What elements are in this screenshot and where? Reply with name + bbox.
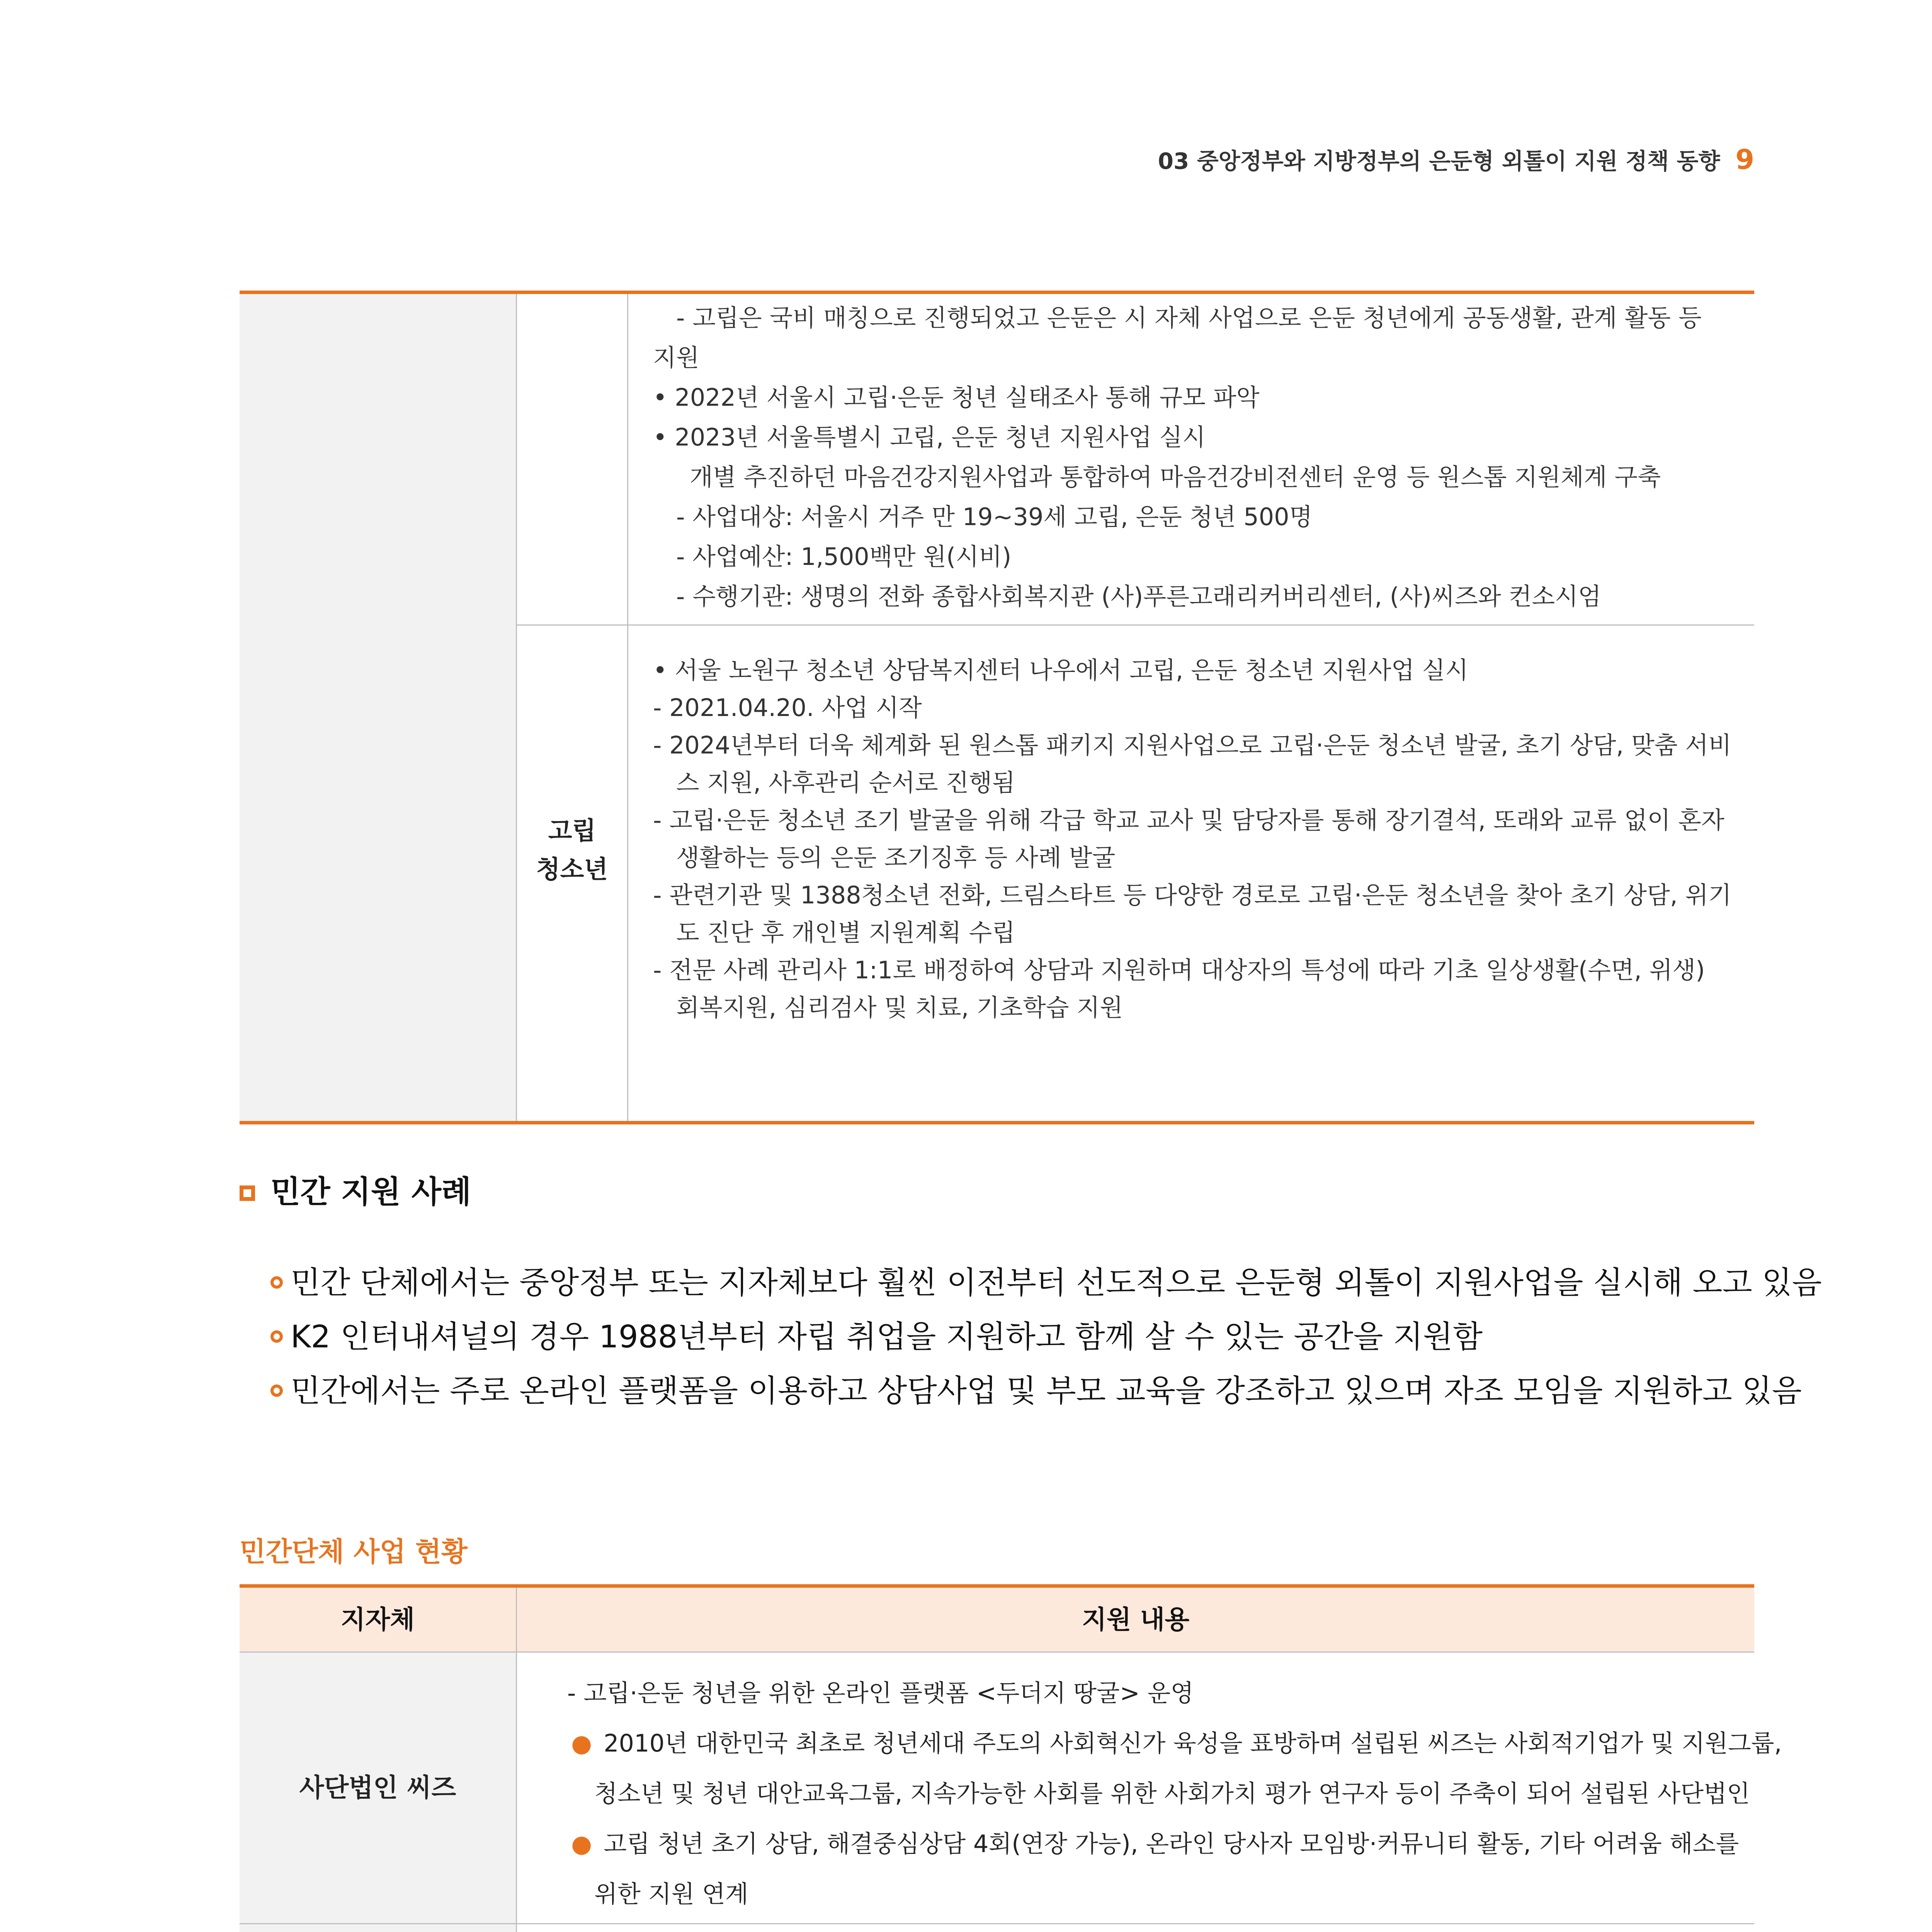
youth-line: 생활하는 등의 은둔 조기징후 등 사례 발굴 xyxy=(676,844,1116,872)
org-content xyxy=(517,1924,1754,1932)
content-text: 위한 지원 연계 xyxy=(594,1880,748,1908)
youth-line: 회복지원, 심리검사 및 치료, 기초학습 지원 xyxy=(676,993,1123,1022)
youth-label-line: 청소년 xyxy=(536,855,608,884)
content-item xyxy=(571,1819,1754,1869)
seoul-line: • 2022년 서울시 고립·은둔 청년 실태조사 통해 규모 파악 xyxy=(653,383,1260,412)
youth-line: - 2021.04.20. 사업 시작 xyxy=(653,694,922,722)
region-column xyxy=(240,294,517,1121)
org-name-line: 사단법인 씨즈 xyxy=(299,1773,456,1803)
youth-line: • 서울 노원구 청소년 상담복지센터 나우에서 고립, 은둔 청소년 지원사업 실시 xyxy=(653,656,1469,684)
page-header xyxy=(232,143,1754,175)
youth-cell xyxy=(653,651,1731,1026)
seoul-cell xyxy=(653,298,1702,616)
circle-bullet-icon xyxy=(270,1384,283,1397)
dot-icon: ● xyxy=(571,1830,592,1858)
youth-line: - 전문 사례 관리사 1:1로 배정하여 상담과 지원하며 대상자의 특성에 따라 기초 일상생활(수면, 위생) xyxy=(653,956,1705,984)
section-title xyxy=(240,1167,471,1211)
chapter-title: 03 중앙정부와 지방정부의 은둔형 외톨이 지원 정책 동향 xyxy=(1158,148,1720,174)
youth-line: - 관련기관 및 1388청소년 전화, 드림스타트 등 다양한 경로로 고립·은둔 청소년을 찾아 초기 상담, 위기 xyxy=(653,881,1732,909)
square-bullet-icon xyxy=(240,1185,255,1201)
seoul-line: - 사업대상: 서울시 거주 만 19~39세 고립, 은둔 청년 500명 xyxy=(676,503,1313,531)
circle-bullet-icon xyxy=(270,1276,283,1289)
content-text: 고립 청년 초기 상담, 해결중심상담 4회(연장 가능), 온라인 당사자 모임방·커뮤니티 활동, 기타 어려움 해소를 xyxy=(604,1830,1739,1858)
seoul-line: 개별 추진하던 마음건강지원사업과 통합하여 마음건강비전센터 운영 등 원스톱 지원체계 구축 xyxy=(690,463,1661,491)
page-number: 9 xyxy=(1735,144,1754,175)
bullet-text: 민간에서는 주로 온라인 플랫폼을 이용하고 상담사업 및 부모 교육을 강조하고 있으며 자조 모임을 지원하고 있음 xyxy=(291,1373,1802,1409)
org-name xyxy=(240,1653,517,1923)
table-row xyxy=(240,1653,1782,1924)
row-divider xyxy=(517,624,1754,626)
circle-bullet-icon xyxy=(270,1330,283,1343)
content-text: 2010년 대한민국 최초로 청년세대 주도의 사회혁신가 육성을 표방하며 설립된 씨즈는 사회적기업가 및 지원그룹, xyxy=(604,1729,1782,1757)
bullet-item xyxy=(270,1364,1802,1418)
seoul-line: 지원 xyxy=(653,344,699,372)
table-title: 민간단체 사업 현황 xyxy=(240,1536,468,1568)
table-row xyxy=(240,1924,1754,1932)
youth-line: - 2024년부터 더욱 체계화 된 원스톱 패키지 지원사업으로 고립·은둔 청소년 발굴, 초기 상담, 맞춤 서비 xyxy=(653,731,1732,759)
org-name xyxy=(240,1924,517,1932)
org-content xyxy=(517,1653,1782,1932)
header-org: 지자체 xyxy=(240,1588,517,1651)
header-content: 지원 내용 xyxy=(1082,1605,1189,1634)
content-summary: - 고립·은둔 청년을 위한 온라인 플랫폼 <두더지 땅굴> 운영 xyxy=(567,1679,1194,1707)
youth-line: - 고립·은둔 청소년 조기 발굴을 위해 각급 학교 교사 및 담당자를 통해 장기결석, 또래와 교류 없이 혼자 xyxy=(653,806,1725,834)
seoul-line: - 사업예산: 1,500백만 원(시비) xyxy=(676,543,1012,571)
bullet-text: K2 인터내셔널의 경우 1988년부터 자립 취업을 지원하고 함께 살 수 있는 공간을 지원함 xyxy=(291,1319,1483,1355)
seoul-line: - 고립은 국비 매칭으로 진행되었고 은둔은 시 자체 사업으로 은둔 청년에게 공동생활, 관계 활동 등 xyxy=(676,304,1702,332)
youth-label-line: 고립 xyxy=(548,817,596,845)
bullet-item xyxy=(270,1256,1822,1310)
youth-line: 도 진단 후 개인별 지원계획 수립 xyxy=(676,918,1015,947)
content-text: 청소년 및 청년 대안교육그룹, 지속가능한 사회를 위한 사회가치 평가 연구자 등이 주축이 되어 설립된 사단법인 xyxy=(594,1779,1750,1808)
private-org-table xyxy=(240,1584,1782,1932)
table-header xyxy=(240,1584,1754,1653)
bullet-text: 민간 단체에서는 중앙정부 또는 지자체보다 훨씬 이전부터 선도적으로 은둔형 외톨이 지원사업을 실시해 오고 있음 xyxy=(291,1265,1822,1301)
bullet-item xyxy=(270,1310,1758,1364)
seoul-line: - 수행기관: 생명의 전화 종합사회복지관 (사)푸른고래리커버리센터, (사)씨즈와 컨소시엄 xyxy=(676,582,1601,611)
section-title-text: 민간 지원 사례 xyxy=(270,1174,471,1210)
target-column xyxy=(517,294,628,1121)
youth-label xyxy=(517,812,627,889)
section-bullets xyxy=(270,1256,1822,1418)
seoul-line: • 2023년 서울특별시 고립, 은둔 청년 지원사업 실시 xyxy=(653,423,1206,451)
dot-icon: ● xyxy=(571,1729,592,1757)
content-item xyxy=(571,1718,1782,1769)
policy-table-continued xyxy=(240,291,1754,1124)
youth-line: 스 지원, 사후관리 순서로 진행됨 xyxy=(676,769,1015,797)
